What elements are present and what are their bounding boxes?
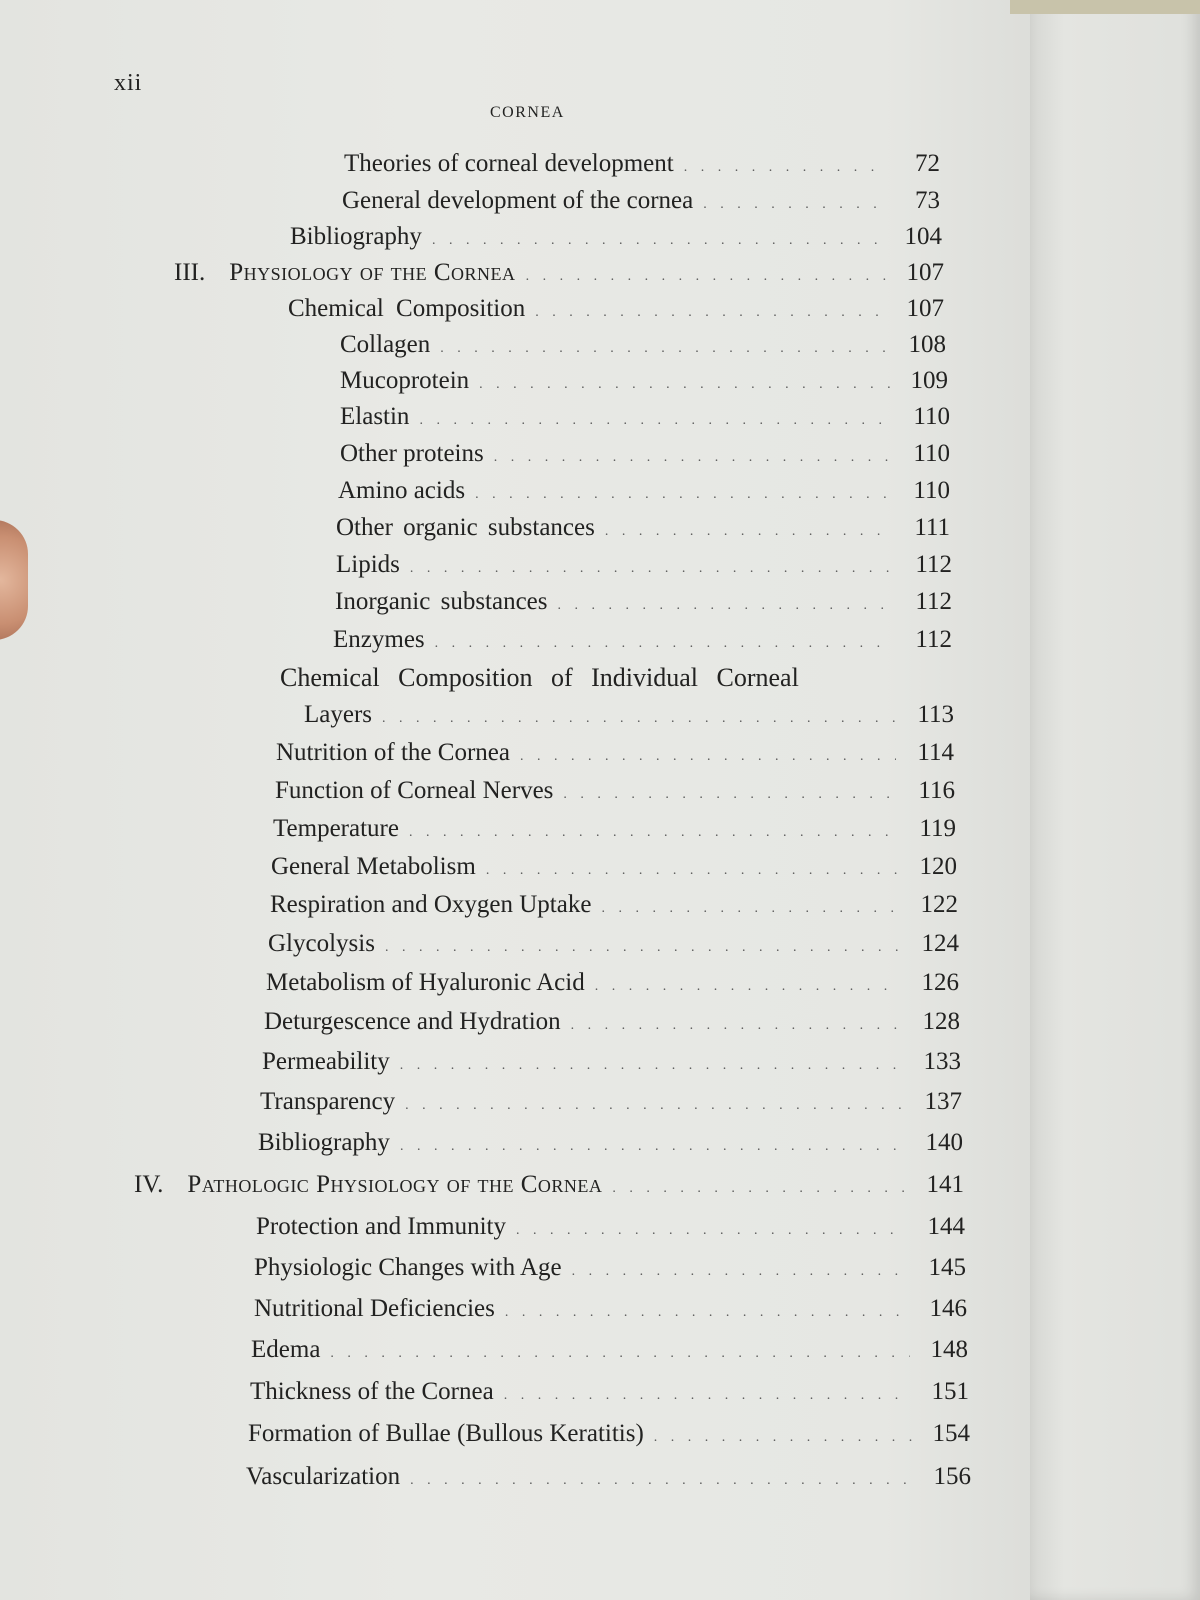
toc-page-number: 144	[927, 1213, 965, 1240]
toc-label: Elastin	[340, 403, 410, 430]
toc-page-number: 109	[910, 367, 948, 394]
dot-leader	[684, 160, 882, 176]
toc-page-number: 72	[915, 150, 940, 177]
toc-entry-general-development	[342, 187, 940, 215]
dot-leader	[405, 1098, 904, 1114]
dot-leader	[571, 1018, 902, 1034]
toc-label: Permeability	[262, 1048, 390, 1075]
toc-page-number: 146	[929, 1295, 967, 1322]
toc-page-number: 112	[915, 626, 952, 653]
toc-entry-chemical-layers	[304, 701, 954, 729]
toc-label: General development of the cornea	[342, 187, 694, 214]
toc-page-number: 126	[921, 969, 959, 996]
toc-page-number: 120	[919, 853, 957, 880]
toc-entry-nutritional	[254, 1295, 967, 1323]
toc-label: Function of Corneal Nerves	[275, 777, 554, 804]
toc-page-number: 107	[906, 295, 944, 322]
toc-entry-hyaluronic	[266, 969, 959, 997]
toc-label: Amino acids	[338, 477, 466, 504]
toc-page-number: 112	[915, 551, 952, 578]
dot-leader	[382, 711, 896, 727]
toc-label: Theories of corneal development	[344, 150, 674, 177]
toc-entry-metabolism	[271, 853, 957, 881]
toc-page-number: 112	[915, 588, 952, 615]
toc-entry-transparency	[260, 1088, 962, 1116]
toc-entry-glycolysis	[268, 930, 959, 958]
toc-entry-other-proteins	[340, 440, 950, 468]
toc-entry-deturgescence	[264, 1008, 960, 1036]
toc-entry-edema	[251, 1336, 968, 1364]
toc-page-number: 114	[917, 739, 954, 766]
toc-label: Lipids	[336, 551, 400, 578]
toc-page-number: 137	[924, 1088, 962, 1115]
toc-entry-respiration	[270, 891, 958, 919]
toc-chapter-iv	[134, 1171, 964, 1199]
dot-leader	[605, 524, 892, 540]
toc-page-number: 110	[913, 477, 950, 504]
toc-label: Other organic substances	[336, 514, 595, 541]
toc-page-number: 119	[919, 815, 956, 842]
toc-label: Mucoprotein	[340, 367, 470, 394]
toc-label: Glycolysis	[268, 930, 375, 957]
dot-leader	[572, 1264, 908, 1280]
dot-leader	[409, 825, 898, 841]
toc-label: Bibliography	[258, 1129, 390, 1156]
toc-label: Metabolism of Hyaluronic Acid	[266, 969, 585, 996]
toc-entry-mucoprotein	[340, 367, 948, 395]
toc-entry-collagen	[340, 331, 946, 359]
dot-leader	[494, 450, 892, 466]
toc-page-number: 122	[920, 891, 958, 918]
toc-page-number: 151	[931, 1378, 969, 1405]
dot-leader	[601, 901, 900, 917]
toc-page-number: 140	[925, 1129, 963, 1156]
facing-page-edge	[1030, 0, 1200, 1600]
dot-leader	[475, 487, 892, 503]
toc-page-number: 156	[933, 1463, 971, 1490]
dot-leader	[595, 979, 901, 995]
dot-leader	[535, 305, 886, 321]
toc-label: Nutritional Deficiencies	[254, 1295, 495, 1322]
toc-page-number: 128	[922, 1008, 960, 1035]
dot-leader	[385, 940, 901, 956]
toc-entry-temperature	[273, 815, 956, 843]
toc-entry-amino-acids	[338, 477, 950, 505]
toc-entry-chemical-layers-line1: Chemical Composition of Individual Corneal	[280, 663, 799, 692]
dot-leader	[612, 1181, 906, 1197]
toc-label: Chemical Composition	[288, 295, 526, 322]
toc-page-number: 141	[926, 1171, 964, 1198]
page-folio: xii	[114, 70, 143, 96]
dot-leader	[505, 1305, 909, 1321]
toc-entry-vascularization	[246, 1463, 971, 1491]
toc-entry-permeability	[262, 1048, 961, 1076]
dot-leader	[526, 269, 886, 285]
dot-leader	[400, 1058, 903, 1074]
toc-label: Enzymes	[333, 626, 425, 653]
dot-leader	[520, 749, 896, 765]
toc-entry-bibliography	[290, 223, 942, 251]
dot-leader	[563, 787, 897, 803]
toc-page-number: 108	[908, 331, 946, 358]
toc-page-number: 113	[917, 701, 954, 728]
toc-label: Physiologic Changes with Age	[254, 1254, 562, 1281]
dot-leader	[654, 1430, 912, 1446]
toc-entry-bullae	[248, 1420, 970, 1448]
dot-leader	[435, 636, 894, 652]
dot-leader	[330, 1346, 910, 1362]
toc-label: Other proteins	[340, 440, 484, 467]
toc-label: Protection and Immunity	[256, 1213, 506, 1240]
dot-leader	[410, 1473, 913, 1489]
toc-entry-thickness	[250, 1378, 969, 1406]
toc-entry-age	[254, 1254, 966, 1282]
toc-entry-nutrition	[276, 739, 954, 767]
dot-leader	[419, 413, 892, 429]
toc-page-number: 107	[906, 259, 944, 286]
toc-label: Formation of Bullae (Bullous Keratitis)	[248, 1420, 644, 1447]
toc-label: Transparency	[260, 1088, 396, 1115]
dot-leader	[504, 1388, 911, 1404]
toc-entry-nerves	[275, 777, 955, 805]
toc-label: Respiration and Oxygen Uptake	[270, 891, 592, 918]
toc-label: Temperature	[273, 815, 399, 842]
toc-entry-lipids	[336, 551, 952, 579]
toc-page-number: 154	[932, 1420, 970, 1447]
toc-entry-elastin	[340, 403, 950, 431]
toc-label: Thickness of the Cornea	[250, 1378, 494, 1405]
toc-entry-other-organic	[336, 514, 950, 542]
toc-page-number: 111	[914, 514, 950, 541]
chapter-number: III.	[174, 259, 206, 286]
toc-label: Collagen	[340, 331, 431, 358]
toc-label: General Metabolism	[271, 853, 476, 880]
toc-label: Nutrition of the Cornea	[276, 739, 510, 766]
toc-entry-theories	[344, 150, 940, 178]
chapter-number: IV.	[134, 1171, 164, 1198]
toc-label: Layers	[304, 701, 373, 728]
toc-page-number: 116	[918, 777, 955, 804]
toc-label: Vascularization	[246, 1463, 401, 1490]
dot-leader	[432, 233, 884, 249]
toc-page-number: 148	[930, 1336, 968, 1363]
dot-leader	[486, 863, 899, 879]
toc-label: Deturgescence and Hydration	[264, 1008, 561, 1035]
dot-leader	[479, 377, 890, 393]
toc-chapter-iii	[174, 259, 944, 287]
toc-page-number: 145	[928, 1254, 966, 1281]
toc-page-number: 124	[921, 930, 959, 957]
dot-leader	[703, 197, 882, 213]
toc-label: Physiology of the Cornea	[229, 259, 516, 286]
dot-leader	[516, 1223, 907, 1239]
toc-entry-inorganic	[335, 588, 952, 616]
toc-entry-protection	[256, 1213, 965, 1241]
dot-leader	[558, 598, 894, 614]
toc-label: Pathologic Physiology of the Cornea	[187, 1171, 603, 1198]
dot-leader	[440, 341, 888, 357]
dot-leader	[410, 561, 894, 577]
toc-page-number: 133	[923, 1048, 961, 1075]
toc-page-number: 104	[904, 223, 942, 250]
toc-entry-chemical-composition	[288, 295, 944, 323]
toc-page-number: 110	[913, 440, 950, 467]
toc-page-number: 73	[915, 187, 940, 214]
toc-entry-enzymes	[333, 626, 952, 654]
toc-entry-bibliography-iii	[258, 1129, 963, 1157]
toc-label: Bibliography	[290, 223, 422, 250]
toc-label: Edema	[251, 1336, 321, 1363]
dot-leader	[400, 1139, 905, 1155]
toc-page-number: 110	[913, 403, 950, 430]
running-head: CORNEA	[490, 104, 565, 121]
toc-label: Inorganic substances	[335, 588, 548, 615]
